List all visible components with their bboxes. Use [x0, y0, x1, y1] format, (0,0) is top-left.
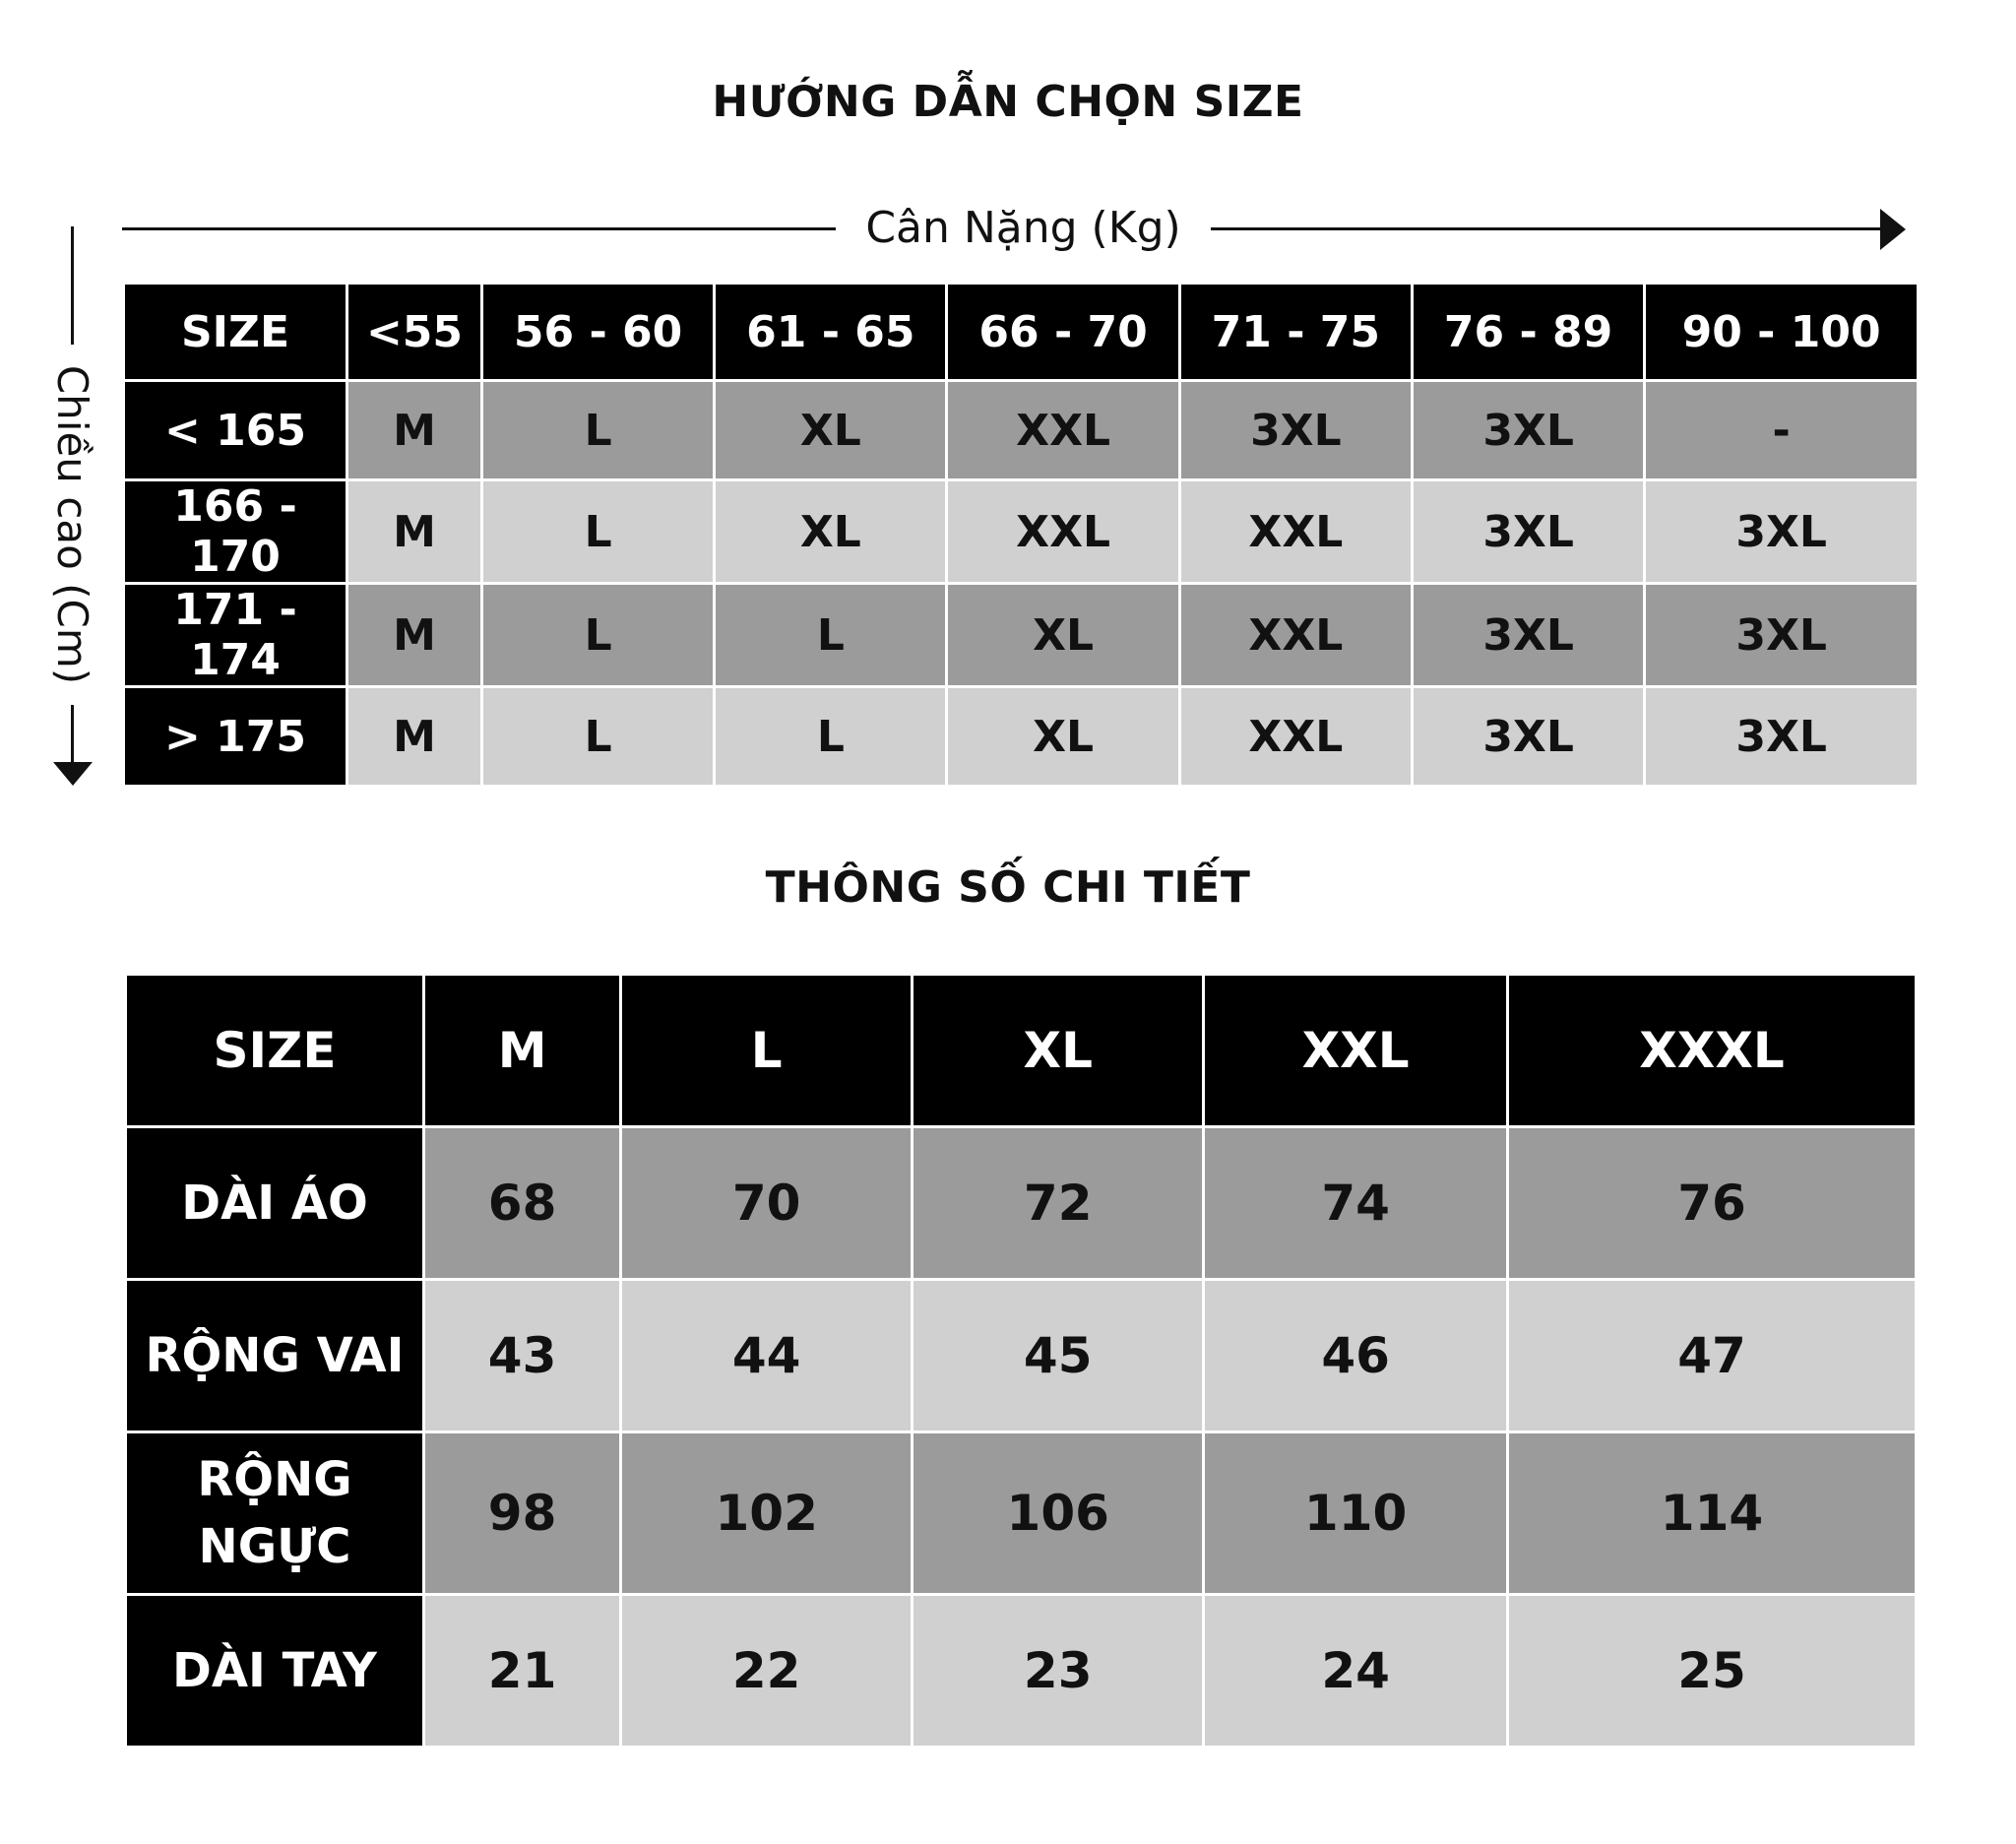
spec-row-label: RỘNG VAI — [126, 1280, 424, 1432]
spec-cell: 114 — [1507, 1432, 1916, 1595]
spec-header-row — [126, 975, 1917, 1127]
header-cell: XXXL — [1507, 975, 1916, 1127]
height-cell: 171 - 174 — [124, 584, 347, 687]
table-row — [126, 1280, 1917, 1432]
size-cell: XXL — [947, 381, 1179, 480]
header-cell: XL — [913, 975, 1204, 1127]
size-cell: 3XL — [1179, 381, 1412, 480]
spec-cell: 23 — [913, 1595, 1204, 1748]
header-cell: SIZE — [126, 975, 424, 1127]
size-cell: L — [715, 584, 947, 687]
spec-row-label: DÀI ÁO — [126, 1127, 424, 1280]
size-cell: XXL — [1179, 687, 1412, 787]
spec-row-label-line: NGỰC — [198, 1519, 351, 1574]
table-row — [126, 1432, 1917, 1595]
size-cell: XL — [947, 687, 1179, 787]
spec-cell: 110 — [1204, 1432, 1508, 1595]
size-cell: XXL — [1179, 584, 1412, 687]
height-axis-line-bottom — [71, 705, 74, 764]
table-row — [124, 687, 1919, 787]
weight-axis — [122, 197, 1904, 260]
height-axis-label: Chiều cao (Cm) — [48, 364, 96, 685]
spec-cell: 106 — [913, 1432, 1204, 1595]
table-row — [124, 381, 1919, 480]
arrow-down-icon — [53, 762, 93, 786]
height-cell: 166 - 170 — [124, 480, 347, 584]
size-cell: M — [347, 381, 482, 480]
table-row — [124, 584, 1919, 687]
size-cell: L — [481, 584, 714, 687]
size-cell: M — [347, 584, 482, 687]
spec-cell: 22 — [621, 1595, 913, 1748]
height-axis — [45, 226, 100, 790]
table-row — [126, 1127, 1917, 1280]
size-cell: 3XL — [1412, 480, 1644, 584]
header-cell: 56 - 60 — [481, 284, 714, 381]
header-cell: 61 - 65 — [715, 284, 947, 381]
size-cell: 3XL — [1645, 584, 1919, 687]
size-guide-title: HƯỚNG DẪN CHỌN SIZE — [712, 77, 1304, 127]
size-cell: XXL — [1179, 480, 1412, 584]
header-cell: SIZE — [124, 284, 347, 381]
size-cell: XL — [715, 480, 947, 584]
table-row — [124, 480, 1919, 584]
arrow-right-icon — [1880, 209, 1906, 250]
size-cell: M — [347, 480, 482, 584]
spec-cell: 74 — [1204, 1127, 1508, 1280]
header-cell: M — [424, 975, 621, 1127]
spec-cell: 70 — [621, 1127, 913, 1280]
spec-cell: 25 — [1507, 1595, 1916, 1748]
size-cell: 3XL — [1645, 687, 1919, 787]
spec-cell: 72 — [913, 1127, 1204, 1280]
spec-table — [124, 973, 1918, 1749]
size-cell: L — [481, 381, 714, 480]
header-cell: <55 — [347, 284, 482, 381]
weight-axis-line-right — [1211, 227, 1884, 230]
spec-cell: 24 — [1204, 1595, 1508, 1748]
size-cell: XXL — [947, 480, 1179, 584]
spec-title: THÔNG SỐ CHI TIẾT — [765, 862, 1251, 913]
header-cell: 71 - 75 — [1179, 284, 1412, 381]
spec-cell: 98 — [424, 1432, 621, 1595]
header-cell: 90 - 100 — [1645, 284, 1919, 381]
size-cell: L — [481, 480, 714, 584]
spec-cell: 46 — [1204, 1280, 1508, 1432]
spec-cell: 44 — [621, 1280, 913, 1432]
weight-axis-label: Cân Nặng (Kg) — [865, 203, 1181, 253]
spec-cell: 47 — [1507, 1280, 1916, 1432]
spec-row-label: DÀI TAY — [126, 1595, 424, 1748]
header-cell: XXL — [1204, 975, 1508, 1127]
size-cell: L — [481, 687, 714, 787]
spec-cell: 68 — [424, 1127, 621, 1280]
header-cell: 76 - 89 — [1412, 284, 1644, 381]
size-cell: XL — [947, 584, 1179, 687]
size-cell: 3XL — [1412, 584, 1644, 687]
size-cell: L — [715, 687, 947, 787]
height-cell: > 175 — [124, 687, 347, 787]
size-cell: - — [1645, 381, 1919, 480]
spec-cell: 21 — [424, 1595, 621, 1748]
header-cell: L — [621, 975, 913, 1127]
weight-axis-line-left — [122, 227, 836, 230]
height-cell: < 165 — [124, 381, 347, 480]
size-guide-table — [122, 282, 1920, 788]
height-axis-line-top — [71, 226, 74, 345]
size-cell: 3XL — [1412, 381, 1644, 480]
spec-cell: 45 — [913, 1280, 1204, 1432]
spec-row-label — [126, 1432, 424, 1595]
size-cell: 3XL — [1412, 687, 1644, 787]
size-cell: 3XL — [1645, 480, 1919, 584]
spec-cell: 43 — [424, 1280, 621, 1432]
size-guide-header-row — [124, 284, 1919, 381]
spec-cell: 76 — [1507, 1127, 1916, 1280]
header-cell: 66 - 70 — [947, 284, 1179, 381]
spec-row-label-line: RỘNG — [197, 1452, 352, 1507]
spec-cell: 102 — [621, 1432, 913, 1595]
size-cell: M — [347, 687, 482, 787]
table-row — [126, 1595, 1917, 1748]
size-cell: XL — [715, 381, 947, 480]
